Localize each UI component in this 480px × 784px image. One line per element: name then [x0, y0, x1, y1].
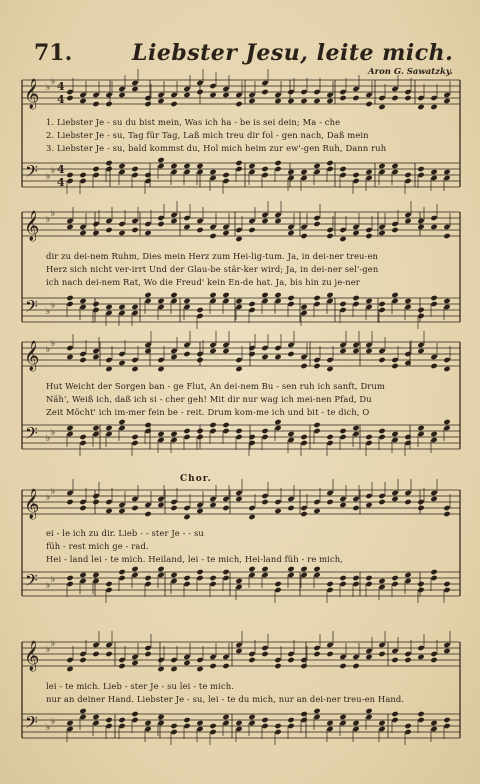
svg-text:4: 4 — [57, 163, 65, 176]
lyric-line: 1. Liebster Je - su du bist mein, Was ich ha - be is sei dein; Ma - che — [46, 117, 341, 127]
svg-text:𝄢: 𝄢 — [25, 296, 38, 320]
svg-text:𝄞: 𝄞 — [24, 489, 40, 519]
hymn-number: 71. — [34, 40, 73, 66]
lyric-line: Herz sich nicht ver-irrt Und der Glau-be stär-ker wird; Ja, in dei-ner sel'-gen — [46, 264, 379, 274]
lyric-line: Zeit Möcht' ich im-mer fein be - reit. Drum kom-me ich und bit - te dich, O — [46, 407, 370, 417]
chorus-label: Chor. — [180, 474, 212, 484]
svg-text:4: 4 — [57, 176, 65, 189]
lyric-line: dir zu dei-nem Ruhm, Dies mein Herz zum Hei-lig-tum. Ja, in dei-ner treu-en — [46, 251, 378, 261]
lyric-line: 3. Liebster Je - su, bald kommst du, Hol mich heim zur ew'-gen Ruh, Dann ruh — [46, 143, 387, 153]
svg-text:𝄞: 𝄞 — [24, 79, 40, 109]
svg-text:♭: ♭ — [46, 172, 51, 182]
lyric-line: füh - rest mich ge - rad. — [46, 541, 149, 551]
svg-text:♭: ♭ — [46, 434, 51, 444]
svg-text:𝄞: 𝄞 — [24, 641, 40, 671]
svg-text:𝄢: 𝄢 — [25, 570, 38, 594]
lyric-line: Hut Weicht der Sorgen ban - ge Flut, An dei-nem Bu - sen ruh ich sanft, Drum — [46, 381, 385, 391]
svg-text:♭: ♭ — [51, 166, 56, 176]
hymn-title: Liebster Jesu, leite mich. — [132, 40, 454, 66]
svg-text:𝄢: 𝄢 — [25, 712, 38, 736]
lyric-line: Näh', Weiß ich, daß ich si - cher geh! Mit dir nur wag ich mei-nen Pfad, Du — [46, 394, 372, 404]
lyric-line: Hei - land lei - te mich. Heiland, lei - te mich, Hei-land füh - re mich, — [46, 554, 344, 564]
svg-text:♭: ♭ — [46, 215, 51, 225]
svg-text:♭: ♭ — [51, 339, 56, 349]
lyric-line: lei - te mich. Lieb - ster Je - su lei - te mich. — [46, 681, 235, 691]
svg-text:♭: ♭ — [51, 717, 56, 727]
svg-text:𝄞: 𝄞 — [24, 211, 40, 241]
svg-text:𝄢: 𝄢 — [25, 161, 38, 185]
composer-credit: Aron G. Sawatzky. — [368, 67, 453, 77]
lyric-line: 2. Liebster Je - su, Tag für Tag, Laß mich treu dir fol - gen nach, Daß mein — [46, 130, 369, 140]
svg-text:♭: ♭ — [51, 487, 56, 497]
svg-text:♭: ♭ — [51, 639, 56, 649]
svg-text:𝄞: 𝄞 — [24, 341, 40, 371]
svg-text:♭: ♭ — [51, 575, 56, 585]
svg-text:♭: ♭ — [46, 581, 51, 591]
lyric-line: nur an deiner Hand. Liebster Je - su, lei - te du mich, nur an dei-ner treu-en Hand. — [46, 694, 405, 704]
svg-text:♭: ♭ — [51, 301, 56, 311]
svg-text:♭: ♭ — [46, 307, 51, 317]
svg-text:♭: ♭ — [46, 83, 51, 93]
svg-text:♭: ♭ — [46, 493, 51, 503]
svg-text:♭: ♭ — [51, 428, 56, 438]
lyric-line: ei - le ich zu dir. Lieb - - ster Je - - su — [46, 528, 204, 538]
svg-text:♭: ♭ — [46, 345, 51, 355]
svg-text:♭: ♭ — [46, 723, 51, 733]
svg-text:4: 4 — [57, 93, 65, 106]
lyric-line: ich nach dei-nem Rat, Wo die Freud' kein En-de hat. Ja, bis hin zu je-ner — [46, 277, 360, 287]
svg-text:♭: ♭ — [51, 77, 56, 87]
svg-text:𝄢: 𝄢 — [25, 423, 38, 447]
svg-text:♭: ♭ — [51, 209, 56, 219]
svg-text:4: 4 — [57, 80, 65, 93]
svg-text:♭: ♭ — [46, 645, 51, 655]
